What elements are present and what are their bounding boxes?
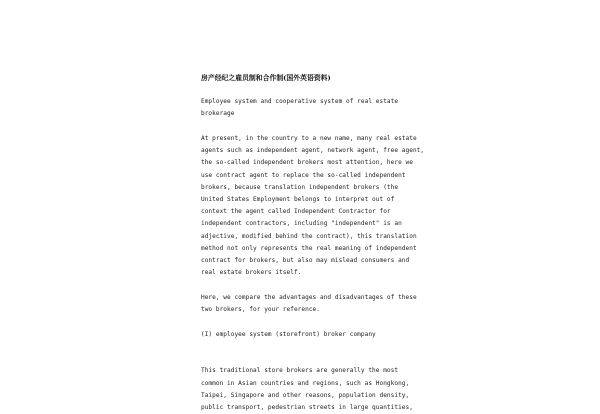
paragraph-line: Taipei, Singapore and other reasons, population density,	[201, 391, 410, 399]
document-title: 房产经纪之雇员制和合作制(国外英语资料)	[201, 74, 331, 82]
storefront-paragraph	[201, 365, 411, 414]
comparison-paragraph	[201, 292, 417, 316]
subtitle-line: brokerage	[201, 110, 235, 118]
paragraph-line: public transport, pedestrian streets in large quantities,	[201, 404, 413, 412]
paragraph-line: use contract agent to replace the so-called independent	[201, 171, 406, 179]
subtitle-line: Employee system and cooperative system of real estate	[201, 98, 399, 105]
paragraph-line: adjective, modified behind the contract), this translation	[201, 232, 417, 240]
subtitle-paragraph	[201, 96, 411, 120]
paragraph-line: Here, we compare the advantages and disadvantages of these	[201, 293, 417, 301]
paragraph-line: This traditional store brokers are generally the most	[201, 367, 399, 375]
paragraph-line: real estate brokers itself.	[201, 269, 302, 277]
document-body	[201, 72, 425, 414]
paragraph-line: brokers, because translation independent brokers (the	[201, 183, 399, 191]
paragraph-line: method not only represents the real meaning of independent	[201, 244, 417, 252]
paragraph-line: two brokers, for your reference.	[201, 306, 320, 314]
paragraph-line: At present, in the country to a new name, many real estate	[201, 134, 417, 142]
section-heading-text: (I) employee system (storefront) broker company	[201, 330, 376, 338]
paragraph-line: the so-called independent brokers most attention, here we	[201, 159, 413, 167]
paragraph-line: common in Asian countries and regions, such as Hongkong,	[201, 379, 410, 387]
intro-paragraph	[201, 133, 425, 279]
paragraph-line: agents such as independent agent, network agent, free agent,	[201, 147, 425, 155]
paragraph-line: United States Employment belongs to interpret out of	[201, 195, 395, 203]
paragraph-line: context the agent called Independent Contractor for	[201, 208, 391, 216]
paragraph-line: independent contractors, including "independent" is an	[201, 220, 402, 228]
section-heading	[201, 329, 411, 341]
paragraph-line: contract for brokers, but also may mislead consumers and	[201, 256, 410, 264]
